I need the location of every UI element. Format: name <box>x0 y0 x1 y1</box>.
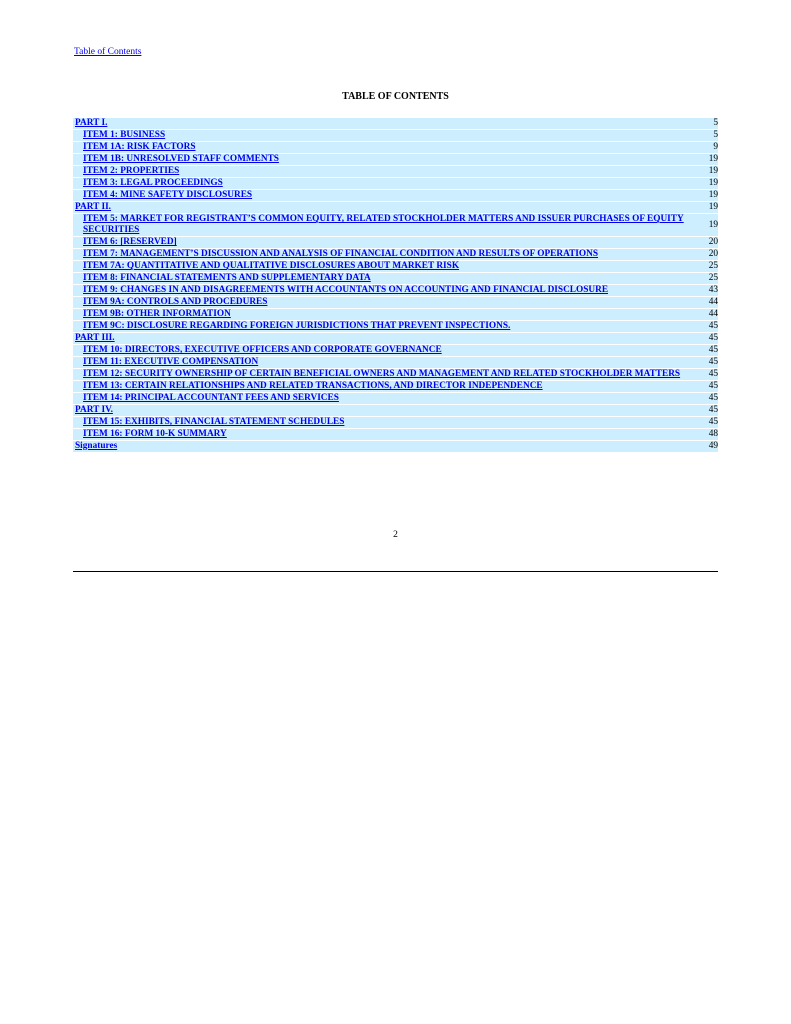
toc-entry-cell <box>73 285 686 296</box>
toc-row <box>73 405 718 416</box>
toc-page-number: 19 <box>686 166 718 177</box>
toc-page-number: 45 <box>686 345 718 356</box>
toc-part-link[interactable]: PART II. <box>75 202 112 212</box>
toc-entry-cell <box>73 249 686 260</box>
toc-entry-cell <box>73 321 686 332</box>
toc-row <box>73 214 718 236</box>
toc-entry-cell <box>73 429 686 440</box>
toc-page-number: 19 <box>686 202 718 213</box>
toc-entry-cell <box>73 130 686 141</box>
toc-page-number: 25 <box>686 273 718 284</box>
toc-page-number: 48 <box>686 429 718 440</box>
toc-item-link[interactable]: ITEM 9A: CONTROLS AND PROCEDURES <box>83 297 268 307</box>
toc-row <box>73 273 718 284</box>
toc-entry-cell <box>73 369 686 380</box>
toc-page-number: 45 <box>686 393 718 404</box>
toc-entry-cell <box>73 118 686 129</box>
toc-row <box>73 178 718 189</box>
toc-entry-cell <box>73 190 686 201</box>
toc-item-link[interactable]: ITEM 1B: UNRESOLVED STAFF COMMENTS <box>83 154 279 164</box>
toc-item-link[interactable]: ITEM 6: [RESERVED] <box>83 237 177 247</box>
toc-row <box>73 333 718 344</box>
table-of-contents-link[interactable]: Table of Contents <box>74 47 142 57</box>
toc-item-link[interactable]: ITEM 5: MARKET FOR REGISTRANT’S COMMON EQUITY, RELATED STOCKHOLDER MATTERS AND ISSUER PURCHASES OF EQUITY SECURITIES <box>83 214 684 235</box>
toc-entry-cell <box>73 381 686 392</box>
toc-row <box>73 417 718 428</box>
toc-item-link[interactable]: ITEM 8: FINANCIAL STATEMENTS AND SUPPLEMENTARY DATA <box>83 273 371 283</box>
toc-entry-cell <box>73 309 686 320</box>
toc-row <box>73 285 718 296</box>
toc-item-link[interactable]: ITEM 2: PROPERTIES <box>83 166 180 176</box>
toc-page-number: 44 <box>686 309 718 320</box>
toc-part-link[interactable]: PART I. <box>75 118 108 128</box>
toc-page-number: 19 <box>686 178 718 189</box>
toc-item-link[interactable]: ITEM 12: SECURITY OWNERSHIP OF CERTAIN BENEFICIAL OWNERS AND MANAGEMENT AND RELATED STOCKHOLDER MATTERS <box>83 369 681 379</box>
toc-row <box>73 166 718 177</box>
toc-page-number: 49 <box>686 441 718 452</box>
toc-row <box>73 297 718 308</box>
toc-entry-cell <box>73 273 686 284</box>
toc-page-number: 5 <box>686 118 718 129</box>
toc-page-number: 43 <box>686 285 718 296</box>
toc-row <box>73 321 718 332</box>
toc-row <box>73 345 718 356</box>
page-number: 2 <box>393 530 398 540</box>
toc-row <box>73 202 718 213</box>
toc-row <box>73 441 718 452</box>
toc-page-number: 25 <box>686 261 718 272</box>
toc-row <box>73 130 718 141</box>
toc-item-link[interactable]: ITEM 7: MANAGEMENT’S DISCUSSION AND ANALYSIS OF FINANCIAL CONDITION AND RESULTS OF OPERATIONS <box>83 249 599 259</box>
toc-row <box>73 142 718 153</box>
toc-item-link[interactable]: ITEM 9C: DISCLOSURE REGARDING FOREIGN JURISDICTIONS THAT PREVENT INSPECTIONS. <box>83 321 511 331</box>
toc-item-link[interactable]: ITEM 1: BUSINESS <box>83 130 166 140</box>
toc-entry-cell <box>73 202 686 213</box>
toc-entry-cell <box>73 237 686 248</box>
toc-table <box>73 117 718 453</box>
toc-row <box>73 118 718 129</box>
toc-row <box>73 309 718 320</box>
toc-entry-cell <box>73 142 686 153</box>
toc-entry-cell <box>73 178 686 189</box>
toc-item-link[interactable]: ITEM 4: MINE SAFETY DISCLOSURES <box>83 190 253 200</box>
toc-item-link[interactable]: ITEM 3: LEGAL PROCEEDINGS <box>83 178 223 188</box>
toc-item-link[interactable]: ITEM 7A: QUANTITATIVE AND QUALITATIVE DISCLOSURES ABOUT MARKET RISK <box>83 261 460 271</box>
toc-part-link[interactable]: PART IV. <box>75 405 113 415</box>
toc-item-link[interactable]: ITEM 9: CHANGES IN AND DISAGREEMENTS WITH ACCOUNTANTS ON ACCOUNTING AND FINANCIAL DISCLOSURE <box>83 285 609 295</box>
page-title: TABLE OF CONTENTS <box>342 91 449 102</box>
toc-page-number: 45 <box>686 405 718 416</box>
toc-page-number: 5 <box>686 130 718 141</box>
toc-part-link[interactable]: PART III. <box>75 333 115 343</box>
toc-page-number: 9 <box>686 142 718 153</box>
toc-entry-cell <box>73 405 686 416</box>
toc-row <box>73 381 718 392</box>
toc-item-link[interactable]: ITEM 1A: RISK FACTORS <box>83 142 196 152</box>
page-divider <box>73 571 718 572</box>
toc-row <box>73 369 718 380</box>
toc-entry-cell <box>73 357 686 368</box>
toc-row <box>73 249 718 260</box>
toc-row <box>73 357 718 368</box>
toc-page-number: 45 <box>686 417 718 428</box>
toc-entry-cell <box>73 214 686 236</box>
toc-row <box>73 237 718 248</box>
toc-item-link[interactable]: ITEM 11: EXECUTIVE COMPENSATION <box>83 357 259 367</box>
toc-entry-cell <box>73 297 686 308</box>
toc-item-link[interactable]: ITEM 16: FORM 10-K SUMMARY <box>83 429 227 439</box>
toc-entry-cell <box>73 154 686 165</box>
toc-entry-cell <box>73 345 686 356</box>
toc-entry-cell <box>73 441 686 452</box>
toc-row <box>73 393 718 404</box>
toc-row <box>73 261 718 272</box>
toc-page-number: 19 <box>686 214 718 236</box>
toc-item-link[interactable]: ITEM 9B: OTHER INFORMATION <box>83 309 231 319</box>
toc-page-number: 45 <box>686 381 718 392</box>
toc-page-number: 45 <box>686 357 718 368</box>
toc-entry-cell <box>73 333 686 344</box>
toc-page-number: 45 <box>686 321 718 332</box>
toc-row <box>73 190 718 201</box>
toc-page-number: 45 <box>686 369 718 380</box>
toc-item-link[interactable]: ITEM 14: PRINCIPAL ACCOUNTANT FEES AND SERVICES <box>83 393 339 403</box>
toc-entry-cell <box>73 393 686 404</box>
toc-entry-cell <box>73 166 686 177</box>
toc-page-number: 19 <box>686 190 718 201</box>
toc-body <box>73 118 718 452</box>
toc-entry-cell <box>73 417 686 428</box>
toc-item-link[interactable]: ITEM 10: DIRECTORS, EXECUTIVE OFFICERS AND CORPORATE GOVERNANCE <box>83 345 442 355</box>
toc-page-number: 19 <box>686 154 718 165</box>
toc-entry-cell <box>73 261 686 272</box>
toc-row <box>73 154 718 165</box>
toc-item-link[interactable]: ITEM 13: CERTAIN RELATIONSHIPS AND RELATED TRANSACTIONS, AND DIRECTOR INDEPENDENCE <box>83 381 543 391</box>
toc-page-number: 44 <box>686 297 718 308</box>
toc-page-number: 20 <box>686 237 718 248</box>
toc-row <box>73 429 718 440</box>
toc-part-link[interactable]: Signatures <box>75 441 118 451</box>
toc-item-link[interactable]: ITEM 15: EXHIBITS, FINANCIAL STATEMENT SCHEDULES <box>83 417 345 427</box>
toc-page-number: 20 <box>686 249 718 260</box>
toc-page-number: 45 <box>686 333 718 344</box>
